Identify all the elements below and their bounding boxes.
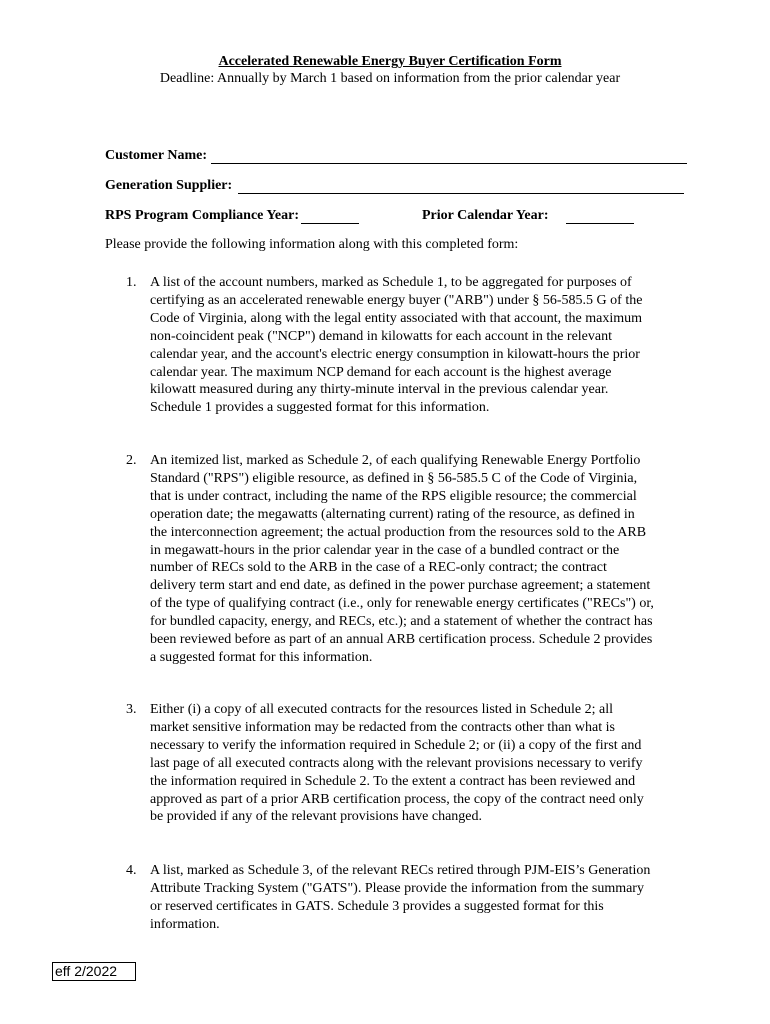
prior-calendar-year-label: Prior Calendar Year: [422,208,549,223]
item-text: A list, marked as Schedule 3, of the relevant RECs retired through PJM-EIS’s Generation Attribute Tracking System ("GATS"). Please provide the information from the summary or reserved certificates in GATS. Schedule 3 provides a suggested format for this information. [150,863,651,932]
prior-calendar-year-input-line[interactable] [566,209,634,224]
instructions-intro: Please provide the following information along with this completed form: [105,237,519,252]
prior-calendar-year-field[interactable] [422,208,634,224]
customer-name-input-line[interactable] [211,149,687,164]
generation-supplier-input-line[interactable] [238,179,684,194]
item-number: 2. [126,453,137,468]
generation-supplier-label: Generation Supplier: [105,178,233,193]
item-number: 4. [126,863,137,878]
generation-supplier-field[interactable] [105,178,684,194]
customer-name-label: Customer Name: [105,148,207,163]
compliance-year-label: RPS Program Compliance Year: [105,208,300,223]
customer-name-field[interactable] [105,148,687,164]
item-text: An itemized list, marked as Schedule 2, of each qualifying Renewable Energy Portfolio Standard ("RPS") eligible resource, as defined in § 56-585.5 C of the Code of Virginia, that is under contract, including the name of the RPS eligible resource; the commercial operation date; the megawatts (alternating current) rating of the resource, as defined in the interconnection agreement; the actual production from the resources sold to the ARB in megawatt-hours in the prior calendar year in the case of a bundled contract or the number of RECs sold to the ARB in the case of a REC-only contract; the contract delivery term start and end date, as defined in the power purchase agreement; a statement of the type of qualifying contract (i.e., only for renewable energy certificates ("RECs") or, for bundled capacity, energy, and RECs, etc.); and a statement of whether the contract has been reviewed before as part of an annual ARB certification process. Schedule 2 provides a suggested format for this information. [150,453,654,665]
item-text: Either (i) a copy of all executed contracts for the resources listed in Schedule 2; all market sensitive information may be redacted from the contracts other than what is necessary to verify the information required in Schedule 2; or (ii) a copy of the first and last page of all executed contracts along with the relevant provisions necessary to verify the information required in Schedule 2. To the extent a contract has been reviewed and approved as part of a prior ARB certification process, the copy of the contract need only be provided if any of the relevant provisions have changed. [150,702,644,825]
compliance-year-input-line[interactable] [301,209,359,224]
item-number: 1. [126,275,137,290]
form-header [140,54,640,88]
effective-date-box: eff 2/2022 [52,962,136,981]
form-title: Accelerated Renewable Energy Buyer Certification Form [218,54,562,69]
item-text: A list of the account numbers, marked as Schedule 1, to be aggregated for purposes of certifying as an accelerated renewable energy buyer ("ARB") under § 56-585.5 G of the Code of Virginia, along with the legal entity associated with that account, the maximum non-coincident peak ("NCP") demand in kilowatts for each account in the relevant calendar year, and the account's electric energy consumption in kilowatt-hours the prior calendar year. The maximum NCP demand for each account is the highest average kilowatt measured during any thirty-minute interval in the previous calendar year. Schedule 1 provides a suggested format for this information. [150,275,643,416]
list-item [105,452,665,667]
list-item [105,274,665,417]
compliance-year-field[interactable] [105,208,359,224]
list-item [105,701,665,826]
list-item [105,862,665,934]
item-number: 3. [126,702,137,717]
deadline-text: Deadline: Annually by March 1 based on information from the prior calendar year [159,71,621,86]
